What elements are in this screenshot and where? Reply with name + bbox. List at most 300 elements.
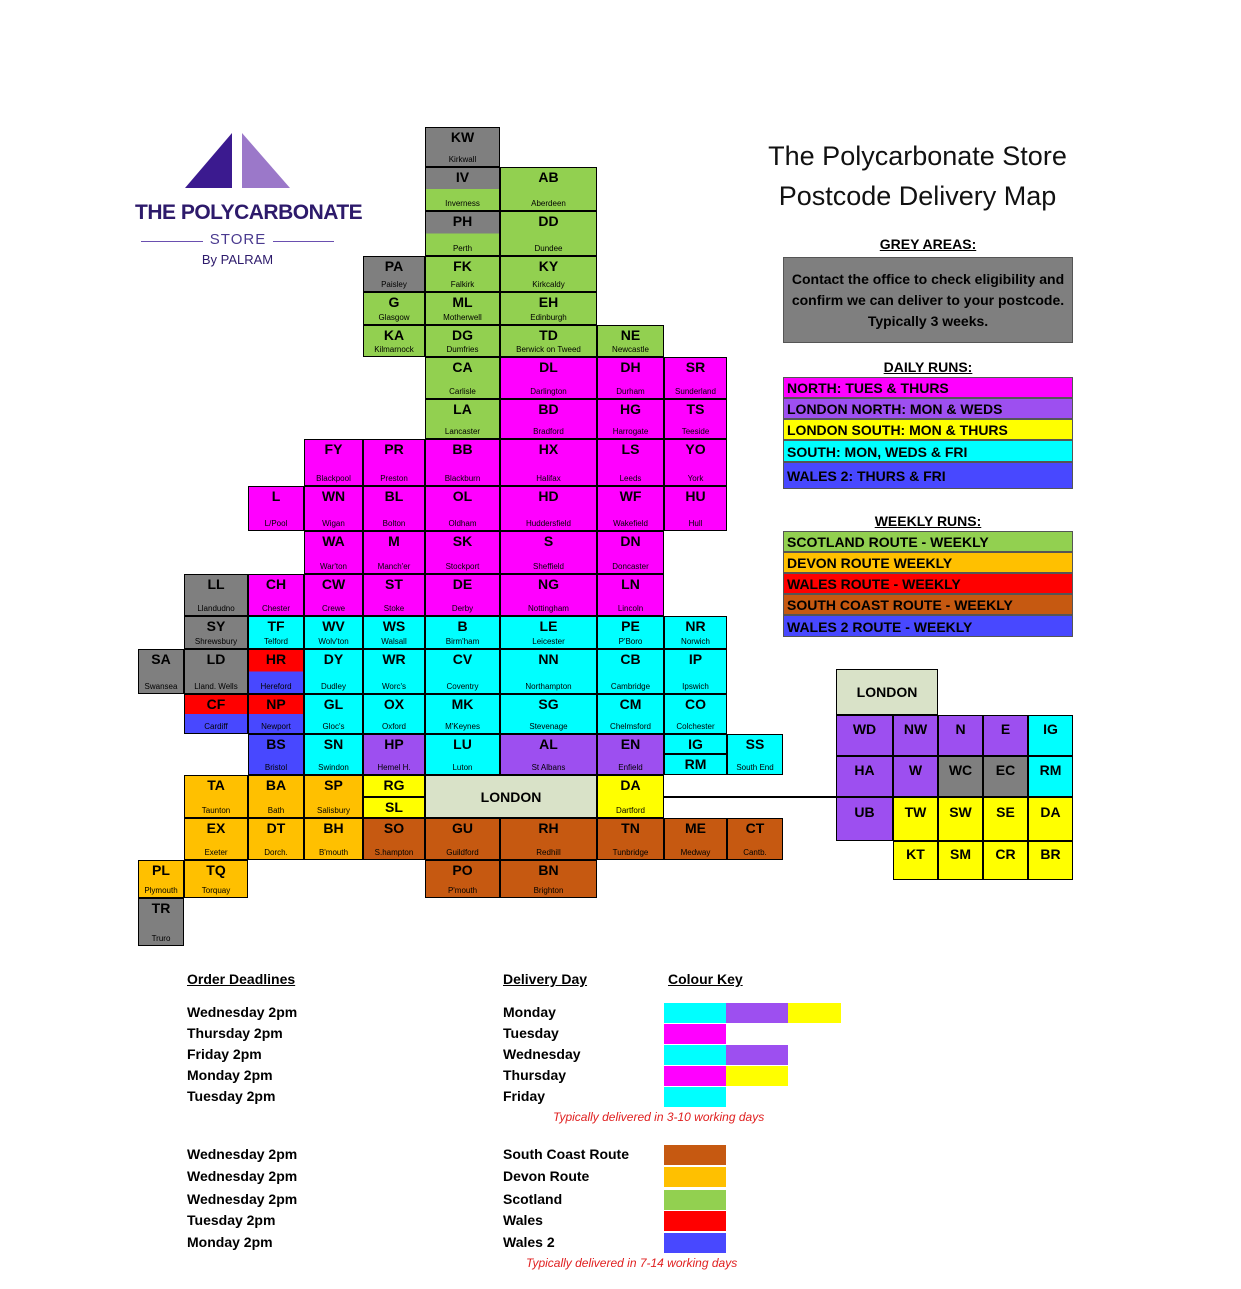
town-label: Gloc's xyxy=(322,722,345,731)
colour-swatch xyxy=(664,1190,726,1210)
delivery-day: Monday xyxy=(503,1004,556,1020)
postcode-label: DL xyxy=(539,359,558,375)
map-cell-me xyxy=(664,818,727,860)
map-cell-fy xyxy=(304,439,363,486)
town-label: Colchester xyxy=(676,722,715,731)
postcode-label: BL xyxy=(384,488,404,504)
town-label: Edinburgh xyxy=(530,313,567,322)
town-label: St Albans xyxy=(531,763,566,772)
postcode-label: DA xyxy=(620,777,641,793)
town-label: Leicester xyxy=(532,637,565,646)
delivery-day: Friday xyxy=(503,1088,546,1104)
postcode-label: TS xyxy=(686,401,705,417)
map-cell-sk xyxy=(425,531,500,574)
town-label: Newcastle xyxy=(612,345,649,354)
order-deadlines-header: Order Deadlines xyxy=(187,971,296,987)
map-cell-yo xyxy=(664,439,727,486)
postcode-label: W xyxy=(908,761,923,778)
map-cell-sr xyxy=(664,357,727,399)
town-label: Walsall xyxy=(381,637,407,646)
map-cell-cf xyxy=(184,694,248,734)
postcode-label: DG xyxy=(452,327,473,343)
postcode-label: BD xyxy=(538,401,559,417)
grey-areas-heading: GREY AREAS: xyxy=(879,236,977,252)
postcode-label: HU xyxy=(685,488,706,504)
town-label: Preston xyxy=(380,474,408,483)
map-cell-nr xyxy=(664,616,727,649)
postcode-label: B xyxy=(457,618,468,634)
postcode-label: SR xyxy=(685,359,706,375)
map-cell-b xyxy=(425,616,500,649)
town-label: Carlisle xyxy=(449,387,476,396)
postcode-label: LD xyxy=(206,651,226,667)
postcode-label: DE xyxy=(452,576,473,592)
map-cell-s xyxy=(500,531,597,574)
inset-cell-nw xyxy=(893,715,938,756)
map-cell-ln xyxy=(597,574,664,616)
town-label: P'Boro xyxy=(618,637,643,646)
inset-cell-ub xyxy=(836,797,893,841)
map-cell-tf xyxy=(248,616,304,649)
postcode-label: CT xyxy=(745,820,765,836)
map-cell-en xyxy=(597,734,664,775)
map-cell-rg xyxy=(363,775,425,797)
legend-wales-route-weekly: WALES ROUTE - WEEKLY xyxy=(783,573,1073,594)
postcode-label: WC xyxy=(948,761,973,778)
map-cell-la xyxy=(425,399,500,439)
town-label: Lland. Wells xyxy=(194,682,238,691)
postcode-label: CV xyxy=(452,651,473,667)
map-cell-bl xyxy=(363,486,425,531)
colour-swatch xyxy=(664,1145,726,1165)
map-cell-rh xyxy=(500,818,597,860)
postcode-label: M xyxy=(388,533,400,549)
postcode-label: NP xyxy=(266,696,286,712)
postcode-label: CB xyxy=(620,651,641,667)
postcode-label: NN xyxy=(538,651,559,667)
postcode-label: RH xyxy=(538,820,559,836)
map-cell-hd xyxy=(500,486,597,531)
inset-cell-kt xyxy=(893,841,938,880)
postcode-label: EH xyxy=(538,294,559,310)
order-deadline: Wednesday 2pm xyxy=(187,1146,298,1162)
logo xyxy=(135,128,363,273)
map-cell-eh xyxy=(500,292,597,325)
map-cell-co xyxy=(664,694,727,734)
postcode-label: OX xyxy=(383,696,405,712)
map-cell-hx xyxy=(500,439,597,486)
order-deadline: Tuesday 2pm xyxy=(187,1088,276,1104)
logo-roof-icon xyxy=(135,128,340,193)
town-label: Lincoln xyxy=(617,604,644,613)
town-label: Enfield xyxy=(618,763,643,772)
map-cell-tr xyxy=(138,898,184,946)
town-label: Ipswich xyxy=(682,682,709,691)
town-label: Chester xyxy=(261,604,290,613)
weekly-delivery-note: Typically delivered in 7-14 working days xyxy=(526,1256,738,1270)
map-cell-ph xyxy=(425,211,500,256)
inset-cell-wc xyxy=(938,756,983,797)
town-label: Plymouth xyxy=(144,886,178,895)
map-cell-ba xyxy=(248,775,304,818)
delivery-day-header: Delivery Day xyxy=(503,971,588,987)
town-label: Swindon xyxy=(318,763,349,772)
map-cell-de xyxy=(425,574,500,616)
postcode-label: SP xyxy=(324,777,343,793)
postcode-label: SS xyxy=(745,736,765,752)
colour-swatch xyxy=(726,1066,788,1086)
town-label: Redhill xyxy=(536,848,561,857)
map-cell-hg xyxy=(597,399,664,439)
title-line2: Postcode Delivery Map xyxy=(778,181,1057,211)
postcode-label: LE xyxy=(539,618,558,634)
postcode-label: CM xyxy=(619,696,642,712)
postcode-label: BR xyxy=(1040,845,1061,862)
map-cell-sl xyxy=(363,797,425,818)
town-label: Bolton xyxy=(382,519,406,528)
town-label: Inverness xyxy=(445,199,480,208)
postcode-label: CR xyxy=(995,845,1016,862)
map-cell-ka xyxy=(363,325,425,357)
map-cell-m xyxy=(363,531,425,574)
inset-cell-cr xyxy=(983,841,1028,880)
town-label: Guildford xyxy=(446,848,479,857)
town-label: Kirkwall xyxy=(448,155,477,164)
weekly-runs-heading: WEEKLY RUNS: xyxy=(874,513,982,529)
town-label: Bristol xyxy=(264,763,288,772)
colour-key-header: Colour Key xyxy=(668,971,743,987)
map-cell-wf xyxy=(597,486,664,531)
town-label: Llandudno xyxy=(197,604,235,613)
inset-cell-e xyxy=(983,715,1028,756)
map-cell-tq xyxy=(184,860,248,898)
postcode-label: DY xyxy=(323,651,344,667)
town-label: Dartford xyxy=(616,806,645,815)
town-label: Worc's xyxy=(381,682,407,691)
map-cell-gl xyxy=(304,694,363,734)
london-inset-title: LONDON xyxy=(836,669,938,715)
map-cell-al xyxy=(500,734,597,775)
map-cell-ky xyxy=(500,256,597,292)
postcode-label: KW xyxy=(450,129,475,145)
map-cell-hu xyxy=(664,486,727,531)
postcode-label: WR xyxy=(382,651,406,667)
map-cell-pr xyxy=(363,439,425,486)
postcode-label: ME xyxy=(685,820,706,836)
postcode-label: IG xyxy=(1043,720,1058,737)
delivery-day: South Coast Route xyxy=(503,1146,629,1162)
map-cell-wr xyxy=(363,649,425,694)
map-cell-bd xyxy=(500,399,597,439)
daily-runs-heading: DAILY RUNS: xyxy=(883,359,973,375)
legend-london-north-mon-weds: LONDON NORTH: MON & WEDS xyxy=(783,398,1073,419)
map-cell-sn xyxy=(304,734,363,775)
postcode-label: SN xyxy=(323,736,344,752)
map-cell-ss xyxy=(727,734,783,775)
logo-line2: STORE xyxy=(203,231,273,248)
colour-swatch xyxy=(664,1087,726,1107)
postcode-label: BH xyxy=(323,820,344,836)
colour-swatch xyxy=(664,1045,726,1065)
colour-swatch xyxy=(664,1167,726,1187)
map-cell-cv xyxy=(425,649,500,694)
town-label: Chelmsford xyxy=(610,722,651,731)
postcode-label: HP xyxy=(384,736,404,752)
colour-swatch xyxy=(726,1003,788,1023)
map-cell-kw xyxy=(425,127,500,167)
town-label: Hemel H. xyxy=(377,763,411,772)
inset-cell-da xyxy=(1028,797,1073,841)
postcode-label: G xyxy=(388,294,400,310)
map-cell-cm xyxy=(597,694,664,734)
postcode-label: NG xyxy=(538,576,559,592)
delivery-day: Scotland xyxy=(503,1191,563,1207)
town-label: Darlington xyxy=(530,387,567,396)
map-cell-g xyxy=(363,292,425,325)
map-cell-wn xyxy=(304,486,363,531)
map-cell-cb xyxy=(597,649,664,694)
town-label: Motherwell xyxy=(443,313,482,322)
town-label: Kirkcaldy xyxy=(532,280,565,289)
postcode-label: TN xyxy=(621,820,640,836)
town-label: Stoke xyxy=(383,604,405,613)
postcode-label: TF xyxy=(267,618,285,634)
map-cell-pe xyxy=(597,616,664,649)
order-deadline: Friday 2pm xyxy=(187,1046,262,1062)
postcode-label: SL xyxy=(385,799,403,815)
town-label: War'ton xyxy=(319,562,347,571)
order-deadline: Wednesday 2pm xyxy=(187,1004,298,1020)
inset-cell-ec xyxy=(983,756,1028,797)
inset-cell-tw xyxy=(893,797,938,841)
postcode-label: FK xyxy=(453,258,472,274)
town-label: Sunderland xyxy=(675,387,716,396)
town-label: Dudley xyxy=(321,682,346,691)
map-cell-le xyxy=(500,616,597,649)
town-label: Luton xyxy=(452,763,473,772)
logo-line3: By PALRAM xyxy=(201,252,274,267)
town-label: Wakefield xyxy=(613,519,648,528)
map-cell-wa xyxy=(304,531,363,574)
postcode-label: S xyxy=(543,533,554,549)
map-cell-ip xyxy=(664,649,727,694)
order-deadline: Wednesday 2pm xyxy=(187,1191,298,1207)
postcode-label: SM xyxy=(950,845,971,862)
map-cell-dh xyxy=(597,357,664,399)
postcode-label: EX xyxy=(206,820,226,836)
map-cell-ex xyxy=(184,818,248,860)
postcode-label: CW xyxy=(321,576,346,592)
map-cell-ls xyxy=(597,439,664,486)
town-label: Falkirk xyxy=(450,280,475,289)
town-label: S.hampton xyxy=(374,848,414,857)
town-label: Cantb. xyxy=(743,848,767,857)
postcode-label: WA xyxy=(322,533,345,549)
postcode-label: BS xyxy=(266,736,286,752)
postcode-label: SK xyxy=(452,533,473,549)
town-label: Doncaster xyxy=(612,562,649,571)
town-label: Salisbury xyxy=(317,806,350,815)
postcode-label: AL xyxy=(539,736,558,752)
town-label: Huddersfield xyxy=(526,519,571,528)
postcode-label: SA xyxy=(151,651,171,667)
town-label: Dundee xyxy=(534,244,563,253)
postcode-label: IV xyxy=(455,169,470,185)
map-cell-wv xyxy=(304,616,363,649)
map-cell-ll xyxy=(184,574,248,616)
map-cell-po xyxy=(425,860,500,898)
map-cell-so xyxy=(363,818,425,860)
map-cell-bb xyxy=(425,439,500,486)
postcode-label: SY xyxy=(206,618,226,634)
postcode-label: IP xyxy=(688,651,703,667)
town-label: Blackburn xyxy=(444,474,481,483)
map-cell-rm xyxy=(664,754,727,775)
postcode-label: CA xyxy=(452,359,473,375)
colour-swatch xyxy=(664,1024,726,1044)
town-label: Derby xyxy=(451,604,474,613)
map-cell-hr xyxy=(248,649,304,694)
map-cell-fk xyxy=(425,256,500,292)
daily-delivery-note: Typically delivered in 3-10 working days xyxy=(553,1110,765,1124)
town-label: Hull xyxy=(688,519,703,528)
postcode-label: RG xyxy=(383,777,405,793)
postcode-label: LN xyxy=(621,576,640,592)
colour-swatch xyxy=(788,1003,841,1023)
postcode-label: HD xyxy=(538,488,559,504)
postcode-label: LU xyxy=(453,736,472,752)
town-label: Blackpool xyxy=(316,474,351,483)
map-cell-ng xyxy=(500,574,597,616)
town-label: Swansea xyxy=(144,682,178,691)
town-label: Wolv'ton xyxy=(318,637,349,646)
town-label: South End xyxy=(736,763,774,772)
map-cell-ab xyxy=(500,167,597,211)
postcode-label: PH xyxy=(452,213,473,229)
postcode-label: HR xyxy=(265,651,287,667)
legend-scotland-route-weekly: SCOTLAND ROUTE - WEEKLY xyxy=(783,531,1073,552)
delivery-day: Wales xyxy=(503,1212,543,1228)
town-label: Taunton xyxy=(201,806,231,815)
town-label: L/Pool xyxy=(264,519,288,528)
postcode-label: WS xyxy=(382,618,406,634)
inset-cell-wd xyxy=(836,715,893,756)
postcode-label: SG xyxy=(538,696,559,712)
map-cell-dn xyxy=(597,531,664,574)
inset-cell-sm xyxy=(938,841,983,880)
legend-south-mon-weds-fri: SOUTH: MON, WEDS & FRI xyxy=(783,440,1073,462)
town-label: Lancaster xyxy=(444,427,481,436)
town-label: Dumfries xyxy=(446,345,479,354)
postcode-label: KA xyxy=(383,327,405,343)
postcode-label: KY xyxy=(538,258,559,274)
postcode-label: PE xyxy=(621,618,640,634)
town-label: Teeside xyxy=(681,427,710,436)
map-cell-ct xyxy=(727,818,783,860)
inset-cell-n xyxy=(938,715,983,756)
town-label: Coventry xyxy=(446,682,479,691)
town-label: Sheffield xyxy=(533,562,564,571)
map-cell-l xyxy=(248,486,304,531)
map-cell-ne xyxy=(597,325,664,357)
postcode-label: NE xyxy=(620,327,641,343)
town-label: P'mouth xyxy=(447,886,478,895)
town-label: Stockport xyxy=(445,562,480,571)
map-cell-np xyxy=(248,694,304,734)
colour-swatch xyxy=(664,1211,726,1231)
colour-swatch xyxy=(664,1003,726,1023)
order-deadline: Monday 2pm xyxy=(187,1067,273,1083)
order-deadline: Wednesday 2pm xyxy=(187,1168,298,1184)
postcode-label: TQ xyxy=(206,862,226,878)
postcode-label: LL xyxy=(207,576,225,592)
inset-cell-se xyxy=(983,797,1028,841)
postcode-label: BN xyxy=(538,862,559,878)
postcode-label: CO xyxy=(685,696,706,712)
inset-cell-ha xyxy=(836,756,893,797)
logo-line1: THE POLYCARBONATE xyxy=(135,201,363,224)
map-cell-sa xyxy=(138,649,184,694)
postcode-label: AB xyxy=(538,169,559,185)
map-cell-ws xyxy=(363,616,425,649)
town-label: Bath xyxy=(267,806,285,815)
postcode-label: GU xyxy=(452,820,473,836)
town-label: Halifax xyxy=(536,474,561,483)
town-label: B'mouth xyxy=(318,848,349,857)
map-cell-ol xyxy=(425,486,500,531)
map-cell-dy xyxy=(304,649,363,694)
map-cell-cw xyxy=(304,574,363,616)
postcode-label: WN xyxy=(321,488,346,504)
town-label: Kilmarnock xyxy=(374,345,414,354)
map-cell-ch xyxy=(248,574,304,616)
inset-cell-br xyxy=(1028,841,1073,880)
postcode-label: PO xyxy=(452,862,473,878)
map-cell-sg xyxy=(500,694,597,734)
postcode-label: FY xyxy=(324,441,343,457)
town-label: Telford xyxy=(263,637,288,646)
postcode-label: GL xyxy=(323,696,344,712)
postcode-label: EC xyxy=(995,761,1016,778)
town-label: Crewe xyxy=(321,604,346,613)
map-cell-iv xyxy=(425,167,500,211)
postcode-label: WV xyxy=(322,618,345,634)
postcode-label: LA xyxy=(453,401,472,417)
map-cell-gu xyxy=(425,818,500,860)
postcode-label: NR xyxy=(685,618,706,634)
town-label: Stevenage xyxy=(529,722,568,731)
town-label: Glasgow xyxy=(378,313,410,322)
postcode-label: DN xyxy=(620,533,641,549)
postcode-label: RM xyxy=(684,756,707,772)
postcode-label: SE xyxy=(996,804,1015,820)
map-cell-dg xyxy=(425,325,500,357)
title-line1: The Polycarbonate Store xyxy=(768,141,1067,171)
order-deadline: Monday 2pm xyxy=(187,1234,273,1250)
london-area: LONDON xyxy=(425,775,597,818)
inset-cell-rm xyxy=(1028,756,1073,797)
town-label: Torquay xyxy=(201,886,231,895)
town-label: Manch'er xyxy=(377,562,411,571)
postcode-label: CF xyxy=(206,696,226,712)
map-cell-tn xyxy=(597,818,664,860)
town-label: Aberdeen xyxy=(531,199,566,208)
map-cell-nn xyxy=(500,649,597,694)
postcode-label: DD xyxy=(538,213,559,229)
postcode-label: L xyxy=(271,488,281,504)
inset-cell-sw xyxy=(938,797,983,841)
map-cell-pl xyxy=(138,860,184,898)
